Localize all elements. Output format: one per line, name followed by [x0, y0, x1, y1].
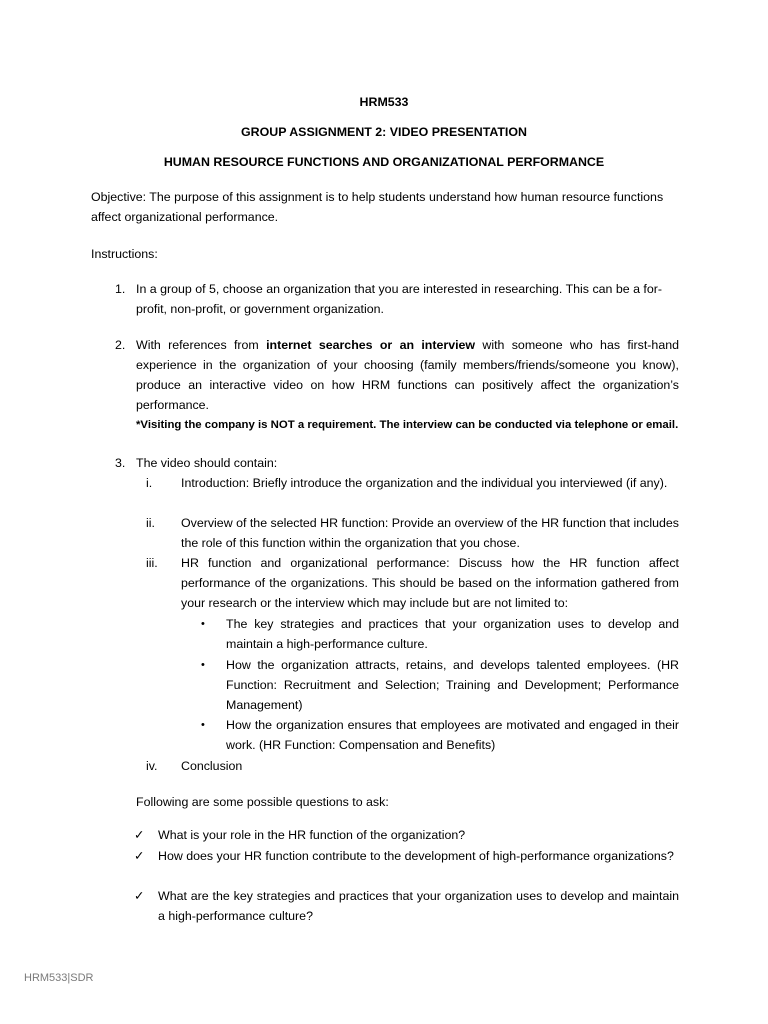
sub-item-text: Conclusion — [181, 759, 243, 773]
item-text: In a group of 5, choose an organization that you are interested in researching. This can be a for-profit, non-profit, or government organization. — [136, 282, 663, 316]
sub-item-text: Introduction: Briefly introduce the organization and the individual you interviewed (if any). — [181, 476, 668, 490]
bullet-icon: • — [201, 659, 205, 671]
sub-item-text: Overview of the selected HR function: Provide an overview of the HR function that includes the role of this function within the organization that you chose. — [181, 516, 679, 550]
bullet-icon: • — [201, 719, 205, 731]
checkmark-icon: ✓ — [134, 849, 145, 863]
instructions-heading: Instructions: — [91, 247, 158, 261]
question-text: How does your HR function contribute to the development of high-performance organizations? — [158, 849, 674, 863]
item-number: 1. — [115, 282, 126, 296]
sub-item-numeral: iii. — [146, 556, 158, 570]
item-note: *Visiting the company is NOT a requirement. The interview can be conducted via telephone or email. — [136, 419, 679, 431]
checkmark-icon: ✓ — [134, 828, 145, 842]
bullet-text: How the organization attracts, retains, and develops talented employees. (HR Function: Recruitment and Selection; Training and Development; Performance Management) — [226, 658, 679, 712]
item-text-part: With references from — [136, 338, 267, 352]
question-text: What is your role in the HR function of the organization? — [158, 828, 466, 842]
questions-heading: Following are some possible questions to ask: — [136, 795, 389, 809]
bullet-text: How the organization ensures that employees are motivated and engaged in their work. (HR Function: Compensation and Benefits) — [226, 718, 679, 752]
course-code: HRM533 — [359, 95, 409, 109]
item-text — [136, 335, 679, 415]
question-text: What are the key strategies and practices that your organization uses to develop and maintain a high-performance culture? — [158, 889, 679, 923]
page-footer: HRM533|SDR — [24, 972, 94, 984]
item-text-emphasis: internet searches or an interview — [266, 338, 476, 352]
topic-title: HUMAN RESOURCE FUNCTIONS AND ORGANIZATIONAL PERFORMANCE — [163, 155, 605, 169]
objective-text: The purpose of this assignment is to help students understand how human resource functions affect organizational performance. — [91, 190, 664, 224]
sub-item-numeral: iv. — [146, 759, 158, 773]
bullet-icon: • — [201, 618, 205, 630]
objective-label: Objective: — [91, 190, 147, 204]
item-number: 3. — [115, 456, 126, 470]
item-text: The video should contain: — [136, 456, 278, 470]
sub-item-numeral: i. — [146, 476, 153, 490]
bullet-text: The key strategies and practices that your organization uses to develop and maintain a high-performance culture. — [226, 617, 679, 651]
checkmark-icon: ✓ — [134, 889, 145, 903]
item-number: 2. — [115, 338, 126, 352]
assignment-title: GROUP ASSIGNMENT 2: VIDEO PRESENTATION — [241, 125, 527, 139]
sub-item-numeral: ii. — [146, 516, 155, 530]
sub-item-text: HR function and organizational performance: Discuss how the HR function affect performance of the organizations. This should be based on the information gathered from your research or the interview which may include but are not limited to: — [181, 556, 679, 610]
objective-paragraph — [91, 187, 681, 227]
item-text-part: with someone who has first-hand experience in the organization of your choosing (family members/friends/someone you know), produce an interactive video on how HRM functions can positively affect the organization’s performance. — [136, 338, 680, 412]
